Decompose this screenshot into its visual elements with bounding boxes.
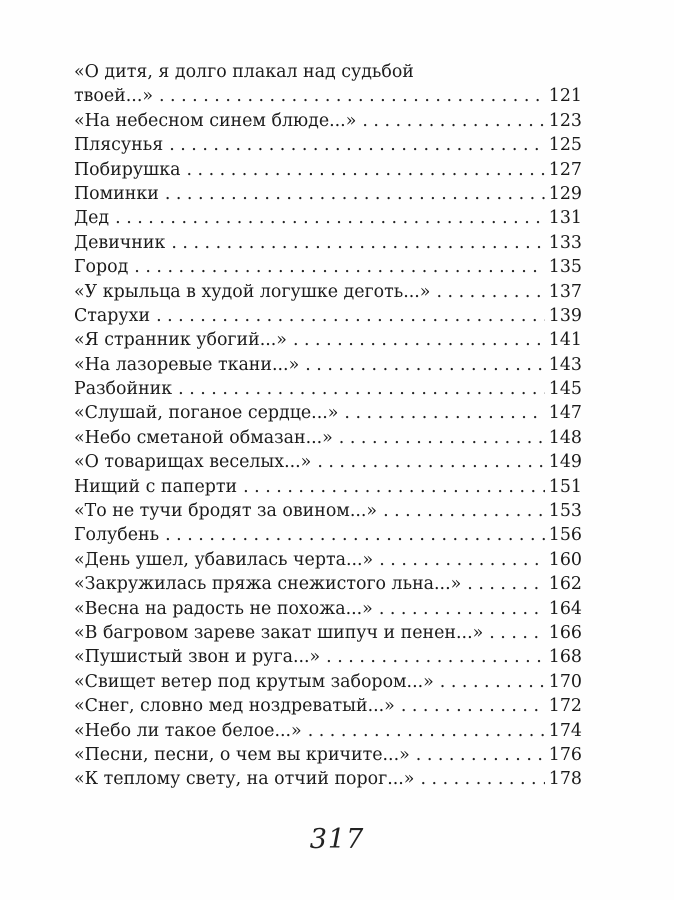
dot-leader [362,109,544,133]
dot-leader [186,158,544,182]
toc-entry-title: «Пушистый звон и руга...» [74,647,321,668]
toc-entry-title: «О дитя, я долго плакал над судьбой [74,62,414,82]
dot-leader [416,743,545,767]
toc-entry [74,523,582,547]
toc-entry [74,133,582,157]
dot-leader [401,694,545,718]
dot-leader [383,499,545,523]
toc-entry-page: 176 [548,744,582,765]
dot-leader [156,304,545,328]
toc-entry [74,670,582,694]
toc-entry-page: 137 [548,281,582,302]
toc-entry-page: 164 [548,598,582,619]
toc-entry-page: 133 [548,232,582,253]
toc-entry-title: Старухи [74,305,151,326]
toc-entry-title: Поминки [74,183,159,204]
table-of-contents [74,60,582,792]
toc-entry [74,206,582,230]
dot-leader [440,670,545,694]
toc-entry-page: 162 [548,574,582,595]
toc-entry-page: 153 [548,501,582,522]
toc-entry [74,377,582,401]
toc-entry [74,694,582,718]
toc-entry-page: 166 [548,622,582,643]
toc-entry-page: 149 [548,452,582,473]
toc-entry-page: 131 [548,208,582,229]
dot-leader [293,328,545,352]
toc-entry-line1 [74,60,582,84]
dot-leader [243,475,545,499]
dot-leader [305,353,545,377]
toc-entry-title: Разбойник [74,379,173,400]
toc-entry-title: твоей...» [74,86,153,107]
dot-leader [308,719,545,743]
toc-entry [74,304,582,328]
dot-leader [489,621,545,645]
toc-entry-title: «О товарищах веселых...» [74,452,312,473]
toc-entry-page: 127 [548,159,582,180]
toc-entry-title: Город [74,257,129,278]
dot-leader [165,182,545,206]
toc-entry-title: «То не тучи бродят за овином...» [74,501,378,522]
toc-entry-page: 139 [548,305,582,326]
dot-leader [379,597,545,621]
toc-entry [74,231,582,255]
toc-entry-title: «Закружилась пряжа снежистого льна...» [74,574,462,595]
toc-entry-title: «На небесном синем блюде...» [74,110,357,131]
dot-leader [467,572,545,596]
dot-leader [134,255,545,279]
toc-entry [74,450,582,474]
toc-entry-title: «Небо сметаной обмазан...» [74,427,333,448]
toc-entry [74,353,582,377]
toc-entry-page: 172 [548,696,582,717]
toc-entry-title: «К теплому свету, на отчий порог...» [74,769,415,790]
toc-entry [74,499,582,523]
toc-entry [74,182,582,206]
dot-leader [436,280,544,304]
toc-entry [74,645,582,669]
toc-entry [74,426,582,450]
toc-entry-page: 160 [548,549,582,570]
toc-entry-title: «В багровом зареве закат шипуч и пенен...» [74,622,484,643]
toc-entry-page: 143 [548,354,582,375]
toc-entry [74,255,582,279]
toc-entry [74,109,582,133]
toc-entry-page: 156 [548,525,582,546]
toc-entry-page: 129 [548,183,582,204]
toc-entry [74,158,582,182]
toc-entry-title: «У крыльца в худой логушке деготь...» [74,281,431,302]
toc-entry-title: Побирушка [74,159,181,180]
toc-entry-title: «Свищет ветер под крутым забором...» [74,671,434,692]
toc-entry-title: «Слушай, поганое сердце...» [74,403,339,424]
toc-entry-page: 151 [548,476,582,497]
toc-entry [74,84,582,108]
toc-entry-page: 141 [548,330,582,351]
toc-entry-title: «Песни, песни, о чем вы кричите...» [74,744,410,765]
toc-entry-title: «Снег, словно мед ноздреватый...» [74,696,395,717]
dot-leader [159,84,545,108]
toc-entry-title: «Весна на радость не похожа...» [74,598,373,619]
dot-leader [317,450,544,474]
toc-entry-page: 121 [548,86,582,107]
toc-entry-title: «На лазоревые ткани...» [74,354,300,375]
dot-leader [326,645,545,669]
dot-leader [344,401,544,425]
toc-entry-page: 170 [548,671,582,692]
toc-entry [74,401,582,425]
dot-leader [169,133,545,157]
toc-entry-page: 147 [548,403,582,424]
toc-entry-title: Девичник [74,232,166,253]
toc-entry [74,767,582,791]
toc-entry-title: «Небо ли такое белое...» [74,720,302,741]
toc-entry [74,475,582,499]
dot-leader [178,377,545,401]
toc-entry-page: 145 [548,379,582,400]
dot-leader [171,231,544,255]
page-number: 317 [309,824,365,855]
toc-entry-title: Плясунья [74,135,164,156]
toc-entry-title: Дед [74,208,110,229]
toc-entry [74,719,582,743]
toc-entry-page: 148 [548,427,582,448]
dot-leader [115,206,545,230]
toc-entry [74,280,582,304]
toc-entry [74,548,582,572]
dot-leader [165,523,545,547]
toc-entry [74,572,582,596]
toc-entry-title: Нищий с паперти [74,476,238,497]
dot-leader [420,767,544,791]
toc-entry-title: Голубень [74,525,160,546]
toc-entry [74,597,582,621]
toc-entry [74,621,582,645]
toc-entry-page: 174 [548,720,582,741]
toc-entry [74,743,582,767]
toc-entry-page: 125 [548,135,582,156]
dot-leader [379,548,545,572]
toc-entry-page: 178 [548,769,582,790]
dot-leader [339,426,545,450]
toc-entry-title: «Я странник убогий...» [74,330,287,351]
toc-entry-page: 123 [548,110,582,131]
toc-entry-page: 135 [548,257,582,278]
toc-entry [74,328,582,352]
toc-entry-page: 168 [548,647,582,668]
toc-entry-title: «День ушел, убавилась черта...» [74,549,374,570]
